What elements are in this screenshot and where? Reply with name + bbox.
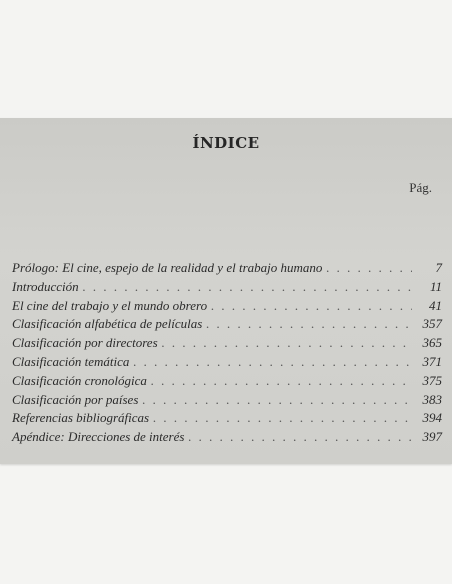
- dot-leader: [153, 410, 412, 426]
- toc-entry-label: Clasificación cronológica: [12, 372, 147, 388]
- toc-entry-page: 7: [435, 260, 442, 275]
- dot-leader: [133, 354, 412, 370]
- toc-entry-cronologica: [12, 373, 442, 392]
- toc-entry-label: Clasificación por países: [12, 391, 139, 407]
- toc-entry-page: 383: [422, 391, 442, 407]
- toc-entry-alfabetica: [12, 316, 442, 335]
- toc-entry-directores: [12, 335, 442, 354]
- toc-entry-referencias: [12, 410, 442, 429]
- toc-entry-page: 41: [429, 297, 442, 313]
- toc-entry-label: Apéndice: Direcciones de interés: [12, 429, 185, 445]
- toc-entry-tematica: [12, 354, 442, 373]
- toc-entry-page: 11: [429, 278, 442, 294]
- dot-leader: [162, 335, 412, 351]
- toc-entry-paises: [12, 392, 442, 411]
- toc-entry-label: Referencias bibliográficas: [12, 410, 150, 426]
- toc-entry-page: 397: [422, 429, 442, 445]
- dot-leader: [206, 316, 412, 332]
- dot-leader: [142, 392, 412, 408]
- book-page: [0, 118, 452, 464]
- toc-entry-prologo: [12, 260, 442, 279]
- table-of-contents: [12, 260, 442, 448]
- toc-entry-introduccion: [12, 279, 442, 298]
- toc-entry-label: El cine del trabajo y el mundo obrero: [12, 297, 208, 313]
- toc-entry-cine-trabajo: [12, 298, 442, 317]
- dot-leader: [188, 429, 412, 445]
- dot-leader: [326, 260, 412, 276]
- dot-leader: [83, 279, 412, 295]
- toc-entry-page: 365: [422, 335, 442, 351]
- page-column-label: Pág.: [409, 180, 432, 195]
- toc-entry-label: Introducción: [12, 278, 79, 294]
- toc-entry-page: 375: [422, 372, 442, 388]
- toc-entry-page: 371: [422, 353, 442, 369]
- toc-entry-label: Clasificación temática: [12, 353, 130, 369]
- toc-entry-label: Clasificación por directores: [12, 335, 158, 351]
- toc-entry-label: Prólogo: El cine, espejo de la realidad y el trabajo humano: [12, 260, 323, 275]
- dot-leader: [211, 298, 412, 314]
- dot-leader: [151, 373, 412, 389]
- toc-entry-page: 357: [422, 316, 442, 332]
- toc-entry-apendice: [12, 429, 442, 448]
- toc-entry-page: 394: [422, 410, 442, 426]
- toc-entry-label: Clasificación alfabética de películas: [12, 316, 203, 332]
- page-title: ÍNDICE: [192, 134, 260, 152]
